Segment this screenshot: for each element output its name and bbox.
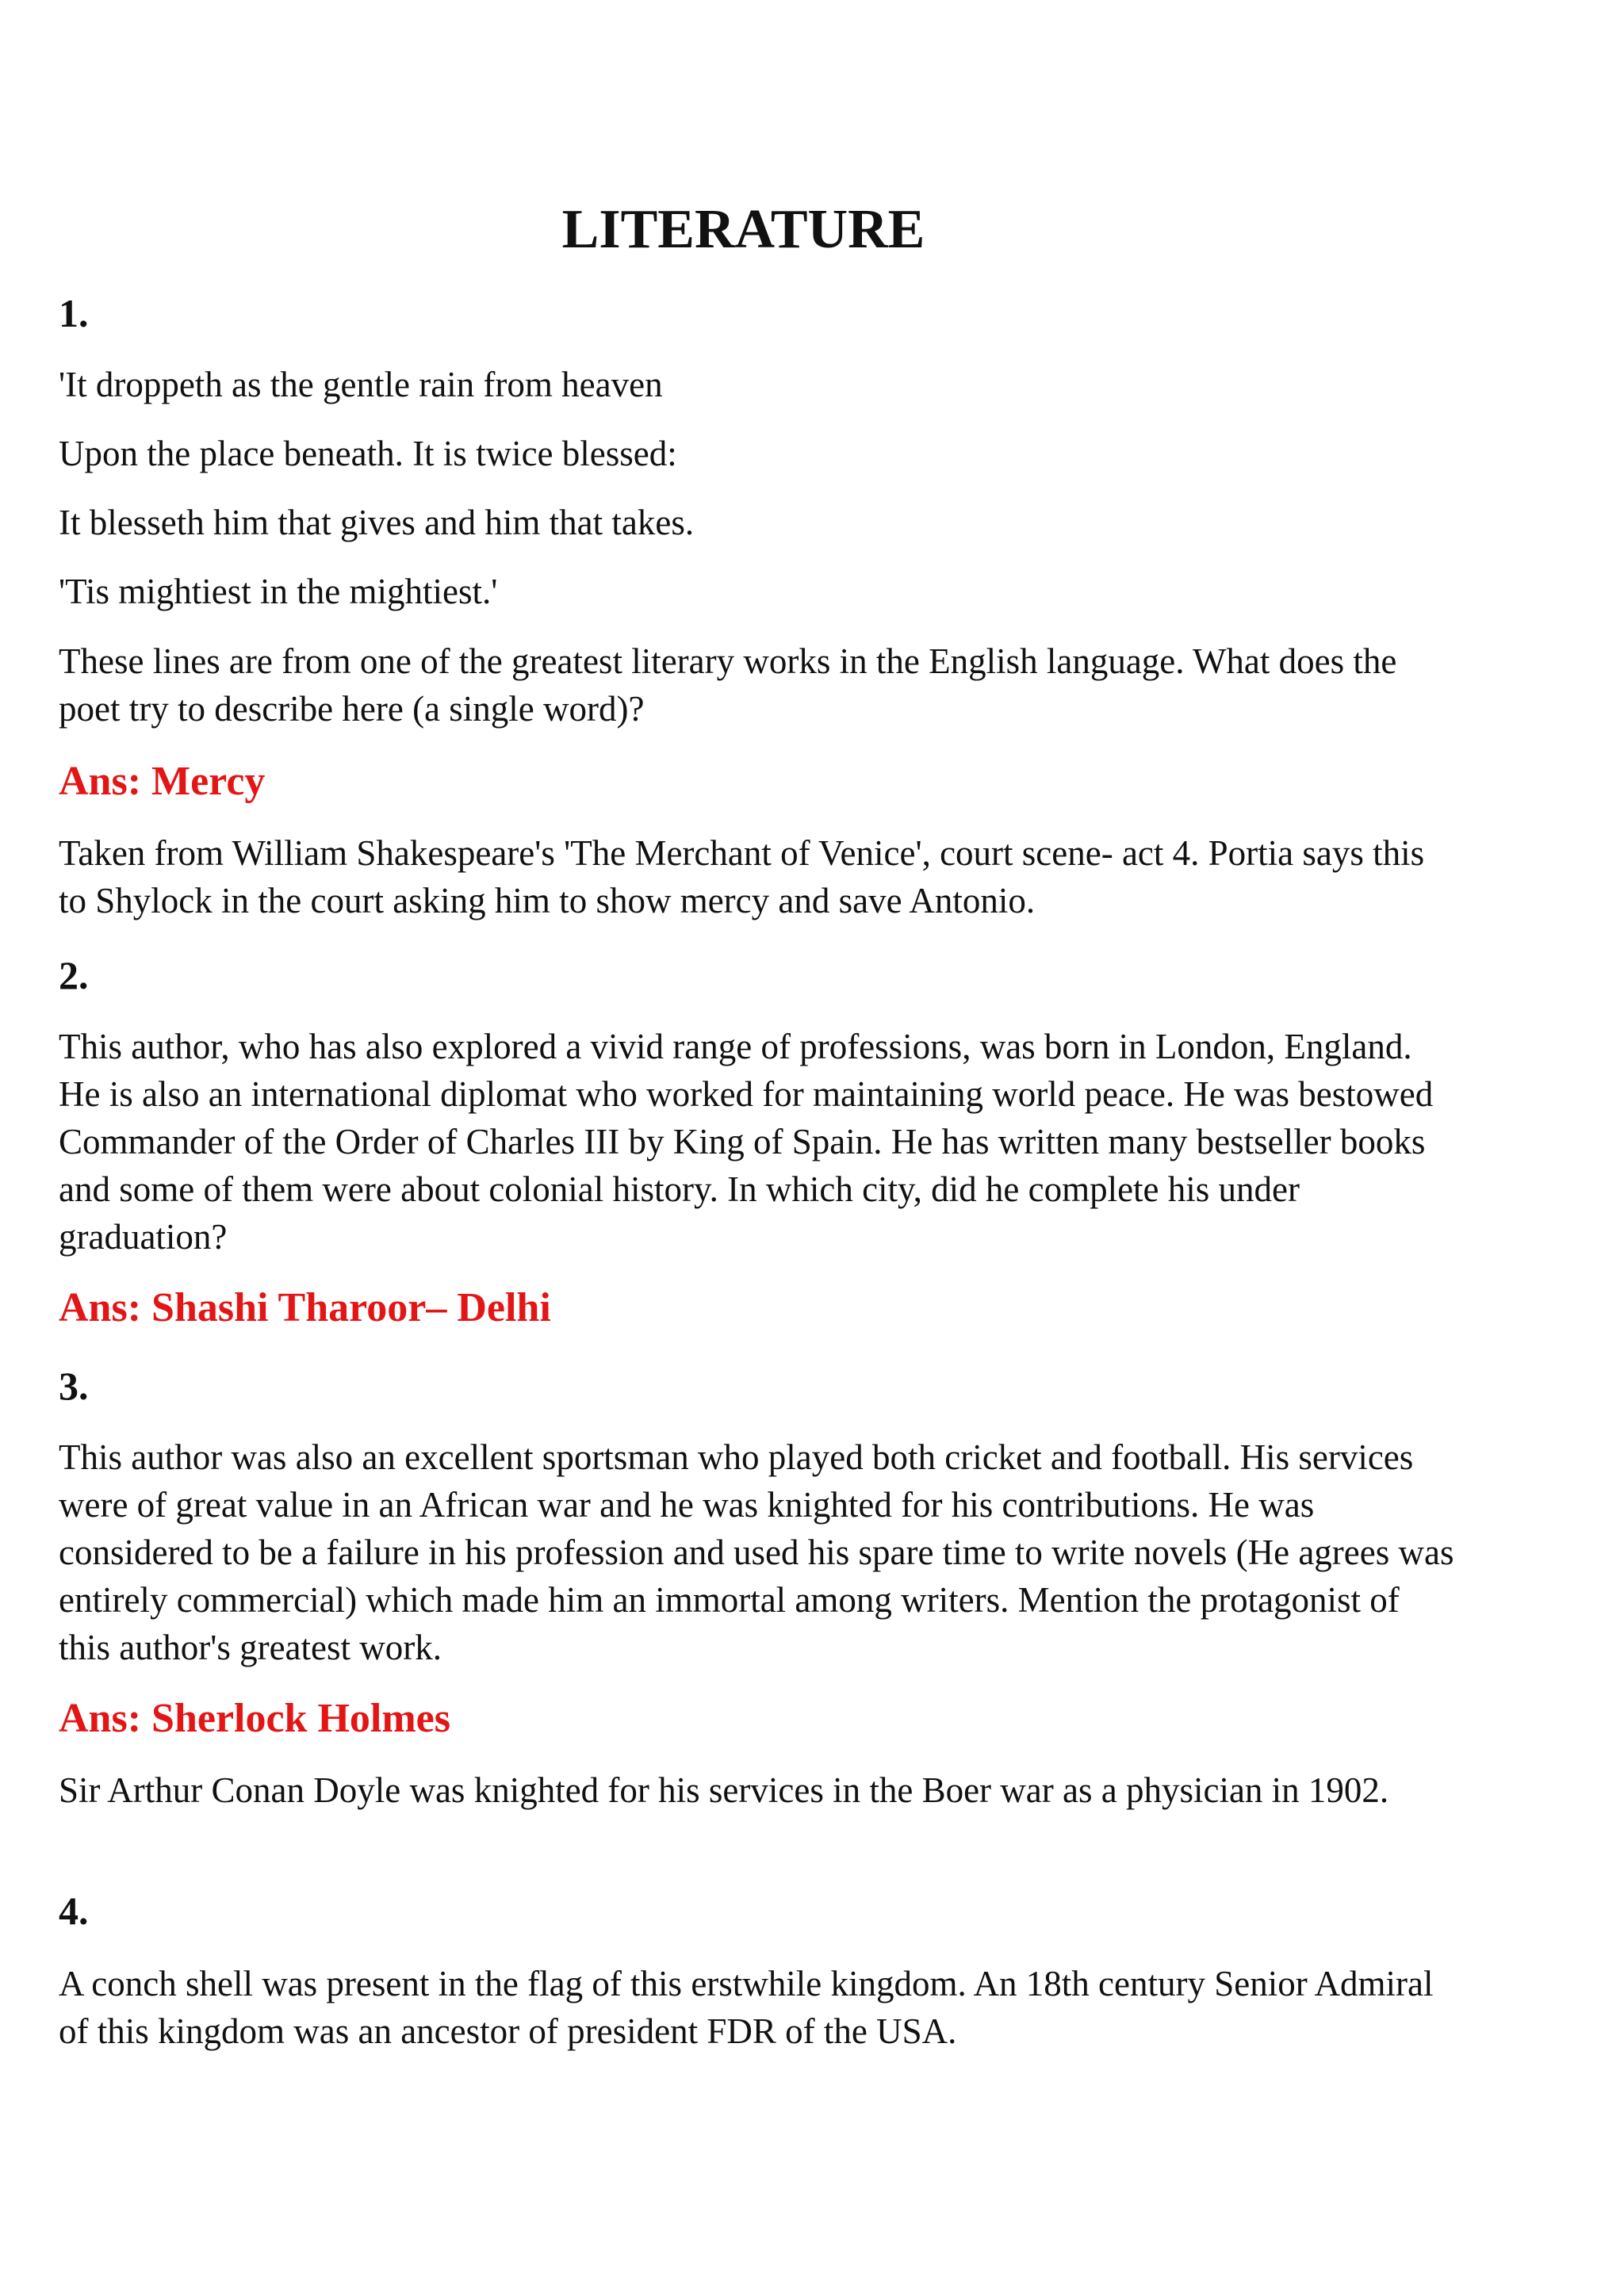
question-1-explanation: Taken from William Shakespeare's 'The Merchant of Venice', court scene- act 4. Portia says this to Shylock in the court asking him to show mercy and save Antonio. — [59, 833, 1425, 920]
question-3-explanation: Sir Arthur Conan Doyle was knighted for his services in the Boer war as a physician in 1902. — [59, 1770, 1389, 1810]
question-1-text: These lines are from one of the greatest literary works in the English language. What does the poet try to describe here (a single word)? — [59, 641, 1397, 729]
question-1-quote-line-4: 'Tis mightiest in the mightiest.' — [59, 572, 498, 611]
page-title: LITERATURE — [561, 199, 925, 260]
question-3-text: This author was also an excellent sportsman who played both cricket and football. His services were of great value in an African war and he was knighted for his contributions. He was considered to be a failure in his profession and used his spare time to write novels (He agrees was entirely commercial) which made him an immortal among writers. Mention the protagonist of this author's greatest work. — [59, 1437, 1454, 1667]
question-2-number: 2. — [59, 953, 89, 997]
question-1-quote-line-3: It blesseth him that gives and him that takes. — [59, 503, 695, 542]
question-1-quote-line-2: Upon the place beneath. It is twice blessed: — [59, 434, 677, 473]
question-1-quote-line-1: 'It droppeth as the gentle rain from heaven — [59, 365, 663, 404]
question-3-number: 3. — [59, 1364, 89, 1408]
question-1-number: 1. — [59, 291, 89, 335]
question-3-answer: Ans: Sherlock Holmes — [59, 1696, 450, 1741]
question-1-answer: Ans: Mercy — [59, 759, 266, 804]
question-2-answer: Ans: Shashi Tharoor– Delhi — [59, 1285, 551, 1330]
question-2-text: This author, who has also explored a vivid range of professions, was born in London, England. He is also an international diplomat who worked for maintaining world peace. He was bestowed Commander of the Order of Charles III by King of Spain. He has written many bestseller books and some of them were about colonial history. In which city, did he complete his under graduation? — [59, 1027, 1434, 1257]
question-4-text: A conch shell was present in the flag of this erstwhile kingdom. An 18th century Senior Admiral of this kingdom was an ancestor of president FDR of the USA. — [59, 1964, 1434, 2051]
question-4-number: 4. — [59, 1888, 89, 1933]
